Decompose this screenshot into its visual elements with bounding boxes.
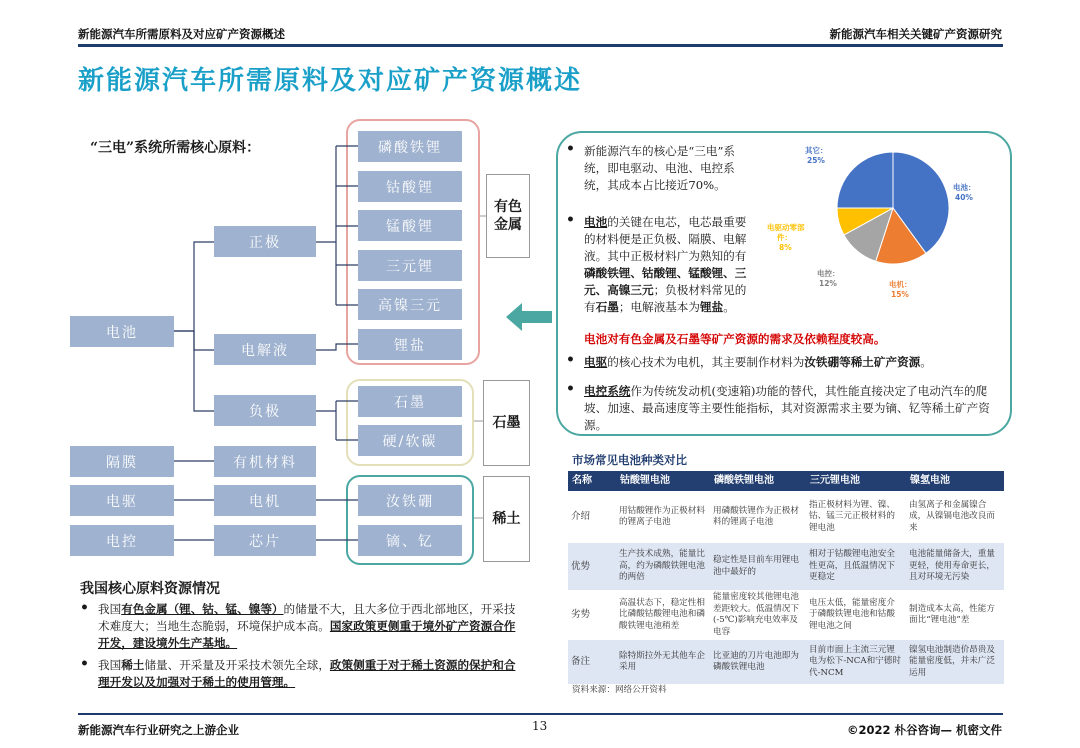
table-cell: 备注 xyxy=(568,640,616,684)
table-source: 资料来源：网络公开资料 xyxy=(572,685,667,695)
domestic-bullet-2: 我国稀土储量、开采量及开采技术领先全球，政策侧重于对于稀土资源的保护和合理开发以及加强对于稀土的使用管理。 xyxy=(98,658,516,689)
header-left: 新能源汽车所需原料及对应矿产资源概述 xyxy=(78,27,285,41)
table-cell: 制造成本太高，性能方面比“锂电池”差 xyxy=(906,590,1004,640)
node-anode: 负极 xyxy=(214,395,316,426)
category-graphite: 石墨 xyxy=(483,380,530,466)
arrow-left-icon xyxy=(506,303,552,331)
pie-label-1: 电机： 15% xyxy=(889,280,912,299)
table-cell: 稳定性是目前车用锂电池中最好的 xyxy=(710,543,806,590)
node-control: 电控 xyxy=(70,525,174,556)
material-lfp: 磷酸铁锂 xyxy=(358,131,462,162)
table-cell: 用磷酸铁锂作为正极材料的锂离子电池 xyxy=(710,491,806,543)
pie-slice-4 xyxy=(837,152,893,208)
material-graphite: 石墨 xyxy=(358,386,462,417)
table-cell: 相对于钴酸锂电池安全性更高，且低温情况下更稳定 xyxy=(806,543,906,590)
material-dy-y: 镝、钇 xyxy=(358,525,462,556)
table-cell: 镍氢电池制造价昂贵及能量密度低，并未广泛运用 xyxy=(906,640,1004,684)
bullet-dot: • xyxy=(566,381,575,397)
domestic-bullet-1: 我国有色金属（锂、钴、锰、镍等）的储量不大，且大多位于西北部地区，开采技术难度大；当地生态脆弱，环境保护成本高。国家政策更侧重于境外矿产资源合作开发，建设境外生产基地。 xyxy=(98,602,516,650)
table-cell: 高温状态下，稳定性相比磷酸钴酸锂电池和磷酸铁锂电池稍差 xyxy=(616,590,710,640)
material-ndfeb: 汝铁硼 xyxy=(358,485,462,516)
domestic-heading: 我国核心原料资源情况 xyxy=(80,581,220,597)
table-cell: 由氢离子和金属镍合成，从镍镉电池改良而来 xyxy=(906,491,1004,543)
header-right: 新能源汽车相关关键矿产资源研究 xyxy=(829,27,1002,41)
table-cell: 电压太低，能量密度介于磷酸铁锂电池和钴酸锂电池之间 xyxy=(806,590,906,640)
material-lithium-salt: 锂盐 xyxy=(358,329,462,360)
table-cell: 优势 xyxy=(568,543,616,590)
footer-left: 新能源汽车行业研究之上游企业 xyxy=(78,723,239,737)
info-p2: 电池的关键在电芯，电芯最重要的材料便是正负极、隔膜、电解液。其中正极材料广为熟知的有磷酸铁锂、钴酸锂、锰酸锂、三元、高镍三元；负极材料常见的有石墨；电解液基本为锂盐。 xyxy=(584,215,747,314)
table-row xyxy=(568,640,1004,684)
bullet-dot: • xyxy=(566,212,575,228)
category-rare-earth: 稀土 xyxy=(483,476,530,562)
node-chip: 芯片 xyxy=(214,525,316,556)
info-p3: 电驱的核心技术为电机，其主要制作材料为汝铁硼等稀土矿产资源。 xyxy=(584,355,932,369)
material-lmo: 锰酸锂 xyxy=(358,210,462,241)
info-p1: 新能源汽车的核心是“三电”系统，即电驱动、电池、电控系统，其成本占比接近70%。 xyxy=(584,144,735,192)
table-cell: 目前市面上主流三元锂电为松下-NCA和宁德时代-NCM xyxy=(806,640,906,684)
info-p4: 电控系统作为传统发动机(变速箱)功能的替代，其性能直接决定了电动汽车的爬坡、加速、最高速度等主要性能指标，其对资源需求主要为镝、钇等稀土矿产资源。 xyxy=(584,384,990,432)
table-row xyxy=(568,543,1004,590)
table-cell: 电池能量储备大，重量更轻，使用寿命更长，且对环境无污染 xyxy=(906,543,1004,590)
node-battery: 电池 xyxy=(70,316,174,347)
table-row xyxy=(568,491,1004,543)
category-metal: 有色金属 xyxy=(486,174,530,258)
node-motor: 电机 xyxy=(214,485,316,516)
page-number: 13 xyxy=(532,719,548,733)
page-title: 新能源汽车所需原料及对应矿产资源概述 xyxy=(78,66,583,96)
node-electrolyte: 电解液 xyxy=(214,334,316,365)
table-header: 钴酸锂电池 xyxy=(616,471,710,491)
bullet-dot: • xyxy=(566,352,575,368)
pie-label-4: 其它： 25% xyxy=(805,146,828,165)
table-title: 市场常见电池种类对比 xyxy=(572,453,687,467)
node-organic: 有机材料 xyxy=(214,446,316,477)
footer-rule xyxy=(78,713,1003,715)
table-row xyxy=(568,590,1004,640)
bullet-dot: • xyxy=(566,141,575,157)
cost-pie-chart xyxy=(765,140,1015,310)
bullet-dot: • xyxy=(80,600,89,616)
material-high-nickel: 高镍三元 xyxy=(358,289,462,320)
pie-label-3: 电驱动零部件： 8% xyxy=(767,223,805,252)
table-header: 名称 xyxy=(568,471,616,491)
footer-right: ©2022 朴谷咨询— 机密文件 xyxy=(846,723,1002,737)
table-header: 磷酸铁锂电池 xyxy=(710,471,806,491)
info-red-note: 电池对有色金属及石墨等矿产资源的需求及依赖程度较高。 xyxy=(584,332,886,346)
table-cell: 生产技术成熟，能量比高，约为磷酸铁锂电池的两倍 xyxy=(616,543,710,590)
bullet-dot: • xyxy=(80,656,89,672)
table-cell: 介绍 xyxy=(568,491,616,543)
pie-label-2: 电控： 12% xyxy=(817,269,840,288)
node-drive: 电驱 xyxy=(70,485,174,516)
table-cell: 能量密度较其他锂电池差距较大。低温情况下(-5℃)影响充电效率及电容 xyxy=(710,590,806,640)
material-carbon: 硬/软碳 xyxy=(358,425,462,456)
table-cell: 用钴酸锂作为正极材料的锂离子电池 xyxy=(616,491,710,543)
node-separator: 隔膜 xyxy=(70,446,174,477)
table-cell: 劣势 xyxy=(568,590,616,640)
table-cell: 指正极材料为锂、镍、钴、锰三元正极材料的锂电池 xyxy=(806,491,906,543)
table-header: 镍氢电池 xyxy=(906,471,1004,491)
tree-heading: “三电”系统所需核心原料： xyxy=(90,140,261,156)
table-header: 三元锂电池 xyxy=(806,471,906,491)
material-ternary: 三元锂 xyxy=(358,250,462,281)
table-cell: 比亚迪的刀片电池即为磷酸铁锂电池 xyxy=(710,640,806,684)
pie-label-0: 电池： 40% xyxy=(953,183,976,202)
material-lco: 钴酸锂 xyxy=(358,171,462,202)
table-cell: 除特斯拉外无其他车企采用 xyxy=(616,640,710,684)
node-cathode: 正极 xyxy=(214,226,316,257)
battery-compare-table xyxy=(568,471,1004,684)
